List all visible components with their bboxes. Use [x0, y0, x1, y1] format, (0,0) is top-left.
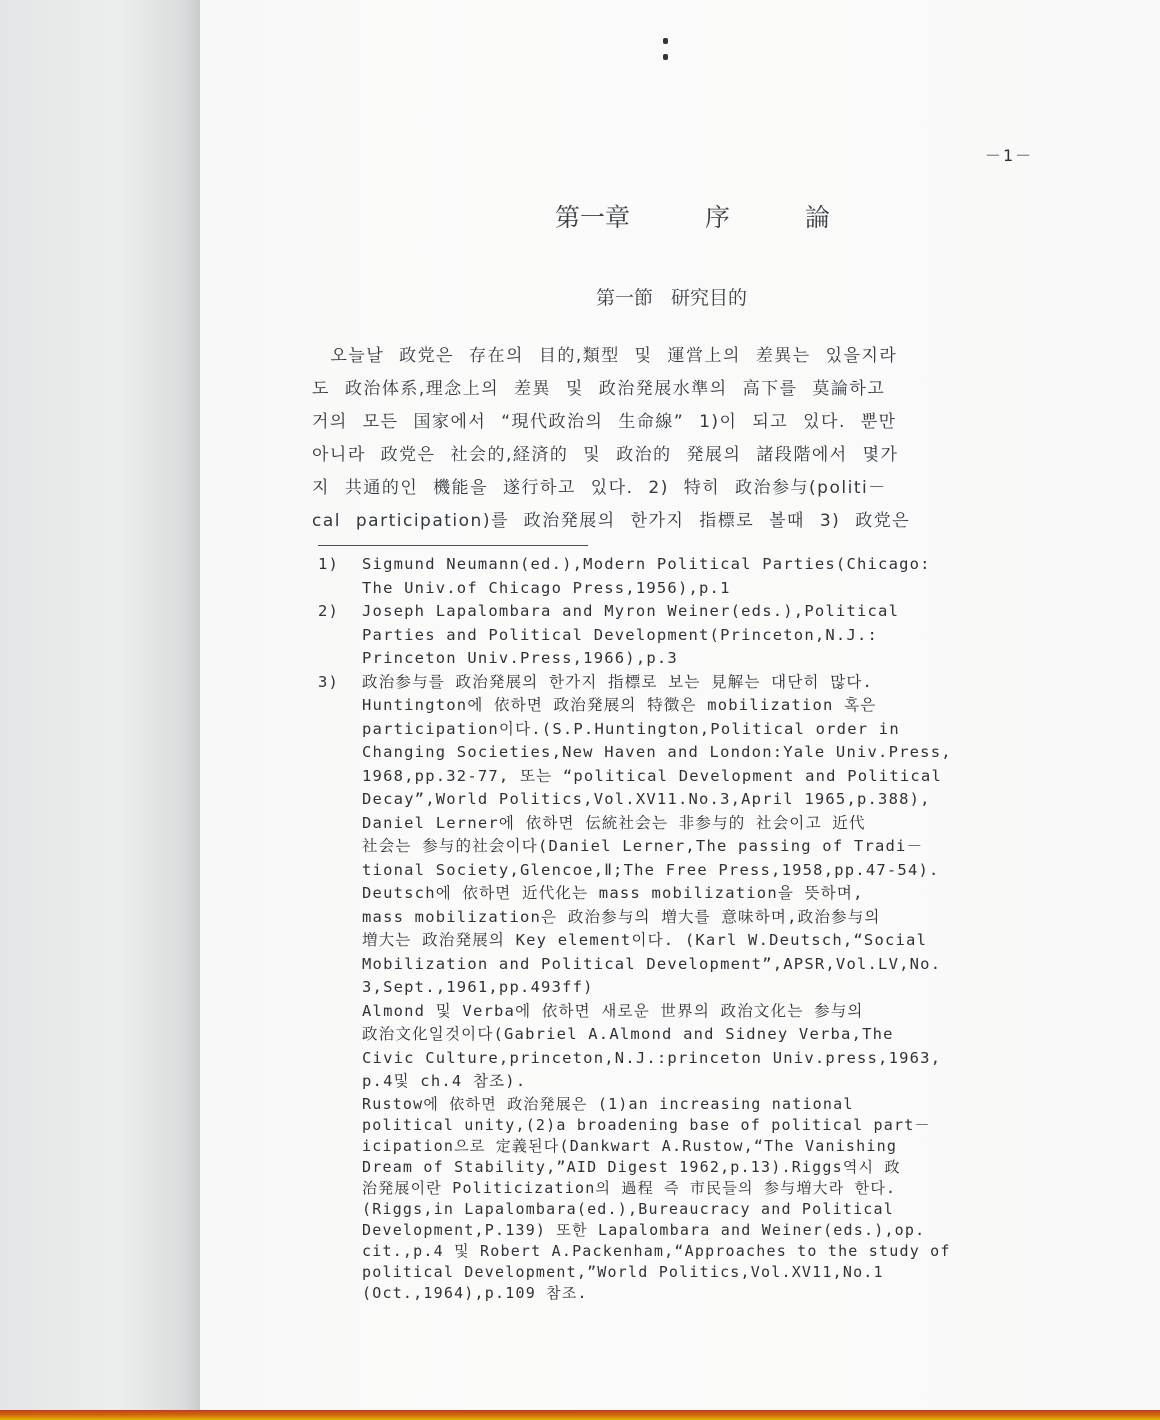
footnote-divider	[318, 545, 588, 546]
footnote-line: Deutsch에 依하면 近代化는 mass mobilization을 뜻하며,	[362, 884, 864, 902]
body-line: 지 共通的인 機能을 遂行하고 있다. 2) 特히 政治参与(politi－	[312, 478, 887, 498]
footnote-line: The Univ.of Chicago Press,1956),p.1	[362, 578, 731, 597]
footnote-line: Dream of Stability,”AID Digest 1962,p.13).Riggs역시 政	[362, 1157, 901, 1176]
footnote-line: icipation으로 定義된다(Dankwart A.Rustow,“The Vanishing	[362, 1136, 898, 1155]
footnote-line: political unity,(2)a broadening base of political part－	[362, 1115, 931, 1134]
footnote-number: 1)	[318, 555, 340, 573]
footnote-line: mass mobilization은 政治参与의 増大를 意味하며,政治参与의	[362, 907, 881, 926]
body-line: 아니라 政党은 社会的,経済的 및 政治的 発展의 諸段階에서 몇가	[312, 445, 899, 465]
footnote-line: Changing Societies,New Haven and London:Yale Univ.Press,	[362, 743, 952, 761]
footnote-text: Joseph Lapalombara and Myron Weiner(eds.),Political	[362, 602, 900, 620]
body-line: 오늘날 政党은 存在의 目的,類型 및 運営上의 差異는 있을지라	[312, 346, 898, 366]
chapter-title	[555, 198, 830, 234]
footnote-line: cit.,p.4 및 Robert A.Packenham,“Approaches to the study of	[362, 1241, 951, 1260]
footnote-line: participation이다.(S.P.Huntington,Political order in	[362, 719, 900, 738]
footnote-number: 3)	[318, 672, 340, 691]
footnote-line: 1968,pp.32-77, 또는 “political Development and Political	[362, 766, 942, 785]
chapter-title-part: 第一章	[555, 203, 631, 232]
footnote-line: Almond 및 Verba에 依하면 새로운 世界의 政治文化는 参与의	[362, 1001, 864, 1020]
footnote-line: Parties and Political Development(Princeton,N.J.:	[362, 625, 879, 644]
footnote-text: 政治参与를 政治発展의 한가지 指標로 보는 見解는 대단히 많다.	[362, 672, 874, 691]
footnote-number: 2)	[318, 602, 340, 620]
footnote-line: Princeton Univ.Press,1966),p.3	[362, 649, 678, 667]
body-line: cal participation)를 政治発展의 한가지 指標로 볼때 3) 政党은	[312, 511, 911, 531]
footnote-line: Huntington에 依하면 政治発展의 特徴은 mobilization 혹은	[362, 696, 877, 714]
chapter-title-part: 序	[705, 203, 731, 232]
body-line: 도 政治体系,理念上의 差異 및 政治発展水準의 高下를 莫論하고	[312, 379, 886, 399]
footnote-line: tional Society,Glencoe,Ⅱ;The Free Press,1958,pp.47-54).	[362, 860, 940, 879]
bottom-edge-strip	[0, 1410, 1160, 1420]
section-title: 第一節 研究目的	[596, 287, 748, 309]
footnote-line: 増大는 政治発展의 Key element이다. (Karl W.Deutsch,“Social	[362, 931, 928, 949]
footnote-line: Daniel Lerner에 依하면 伝統社会는 非参与的 社会이고 近代	[362, 813, 866, 832]
footnote-line: Mobilization and Political Development”,APSR,Vol.LV,No.	[362, 954, 942, 973]
footnotes	[318, 553, 1118, 1304]
footnote-line: Civic Culture,princeton,N.J.:princeton Univ.press,1963,	[362, 1048, 942, 1067]
footnote-line: p.4및 ch.4 참조).	[362, 1072, 527, 1090]
binding-mark	[660, 38, 670, 68]
footnote-line	[318, 671, 1118, 695]
footnote-line: 政治文化일것이다(Gabriel A.Almond and Sidney Verba,The	[362, 1025, 894, 1043]
footnote-line: (Riggs,in Lapalombara(ed.),Bureaucracy and Political	[362, 1199, 894, 1218]
footnote-line: Decay”,World Politics,Vol.XV11.No.3,April 1965,p.388),	[362, 790, 931, 808]
body-paragraph	[312, 340, 1072, 538]
book-spine-gutter	[0, 0, 200, 1410]
chapter-title-part: 論	[805, 203, 831, 232]
footnote-line: 3,Sept.,1961,pp.493ff)	[362, 978, 594, 996]
footnote-line: 治発展이란 Politicization의 過程 즉 市民들의 参与増大라 한다.	[362, 1178, 897, 1197]
footnote-line: Rustow에 依하면 政治発展은 (1)an increasing national	[362, 1094, 854, 1113]
footnote-line: 社会는 参与的社会이다(Daniel Lerner,The passing of Tradi－	[362, 837, 924, 855]
body-line: 거의 모든 国家에서 “現代政治의 生命線” 1)이 되고 있다. 뿐만	[312, 412, 897, 432]
footnote-line: political Development,”World Politics,Vol.XV11,No.1	[362, 1262, 884, 1281]
footnote-line: (Oct.,1964),p.109 참조.	[362, 1283, 588, 1302]
footnote-line	[318, 600, 1118, 624]
footnote-line: Development,P.139) 또한 Lapalombara and Weiner(eds.),op.	[362, 1220, 926, 1239]
footnote-text: Sigmund Neumann(ed.),Modern Political Parties(Chicago:	[362, 555, 931, 573]
footnote-line	[318, 553, 1118, 577]
page-number: －1－	[985, 146, 1034, 165]
